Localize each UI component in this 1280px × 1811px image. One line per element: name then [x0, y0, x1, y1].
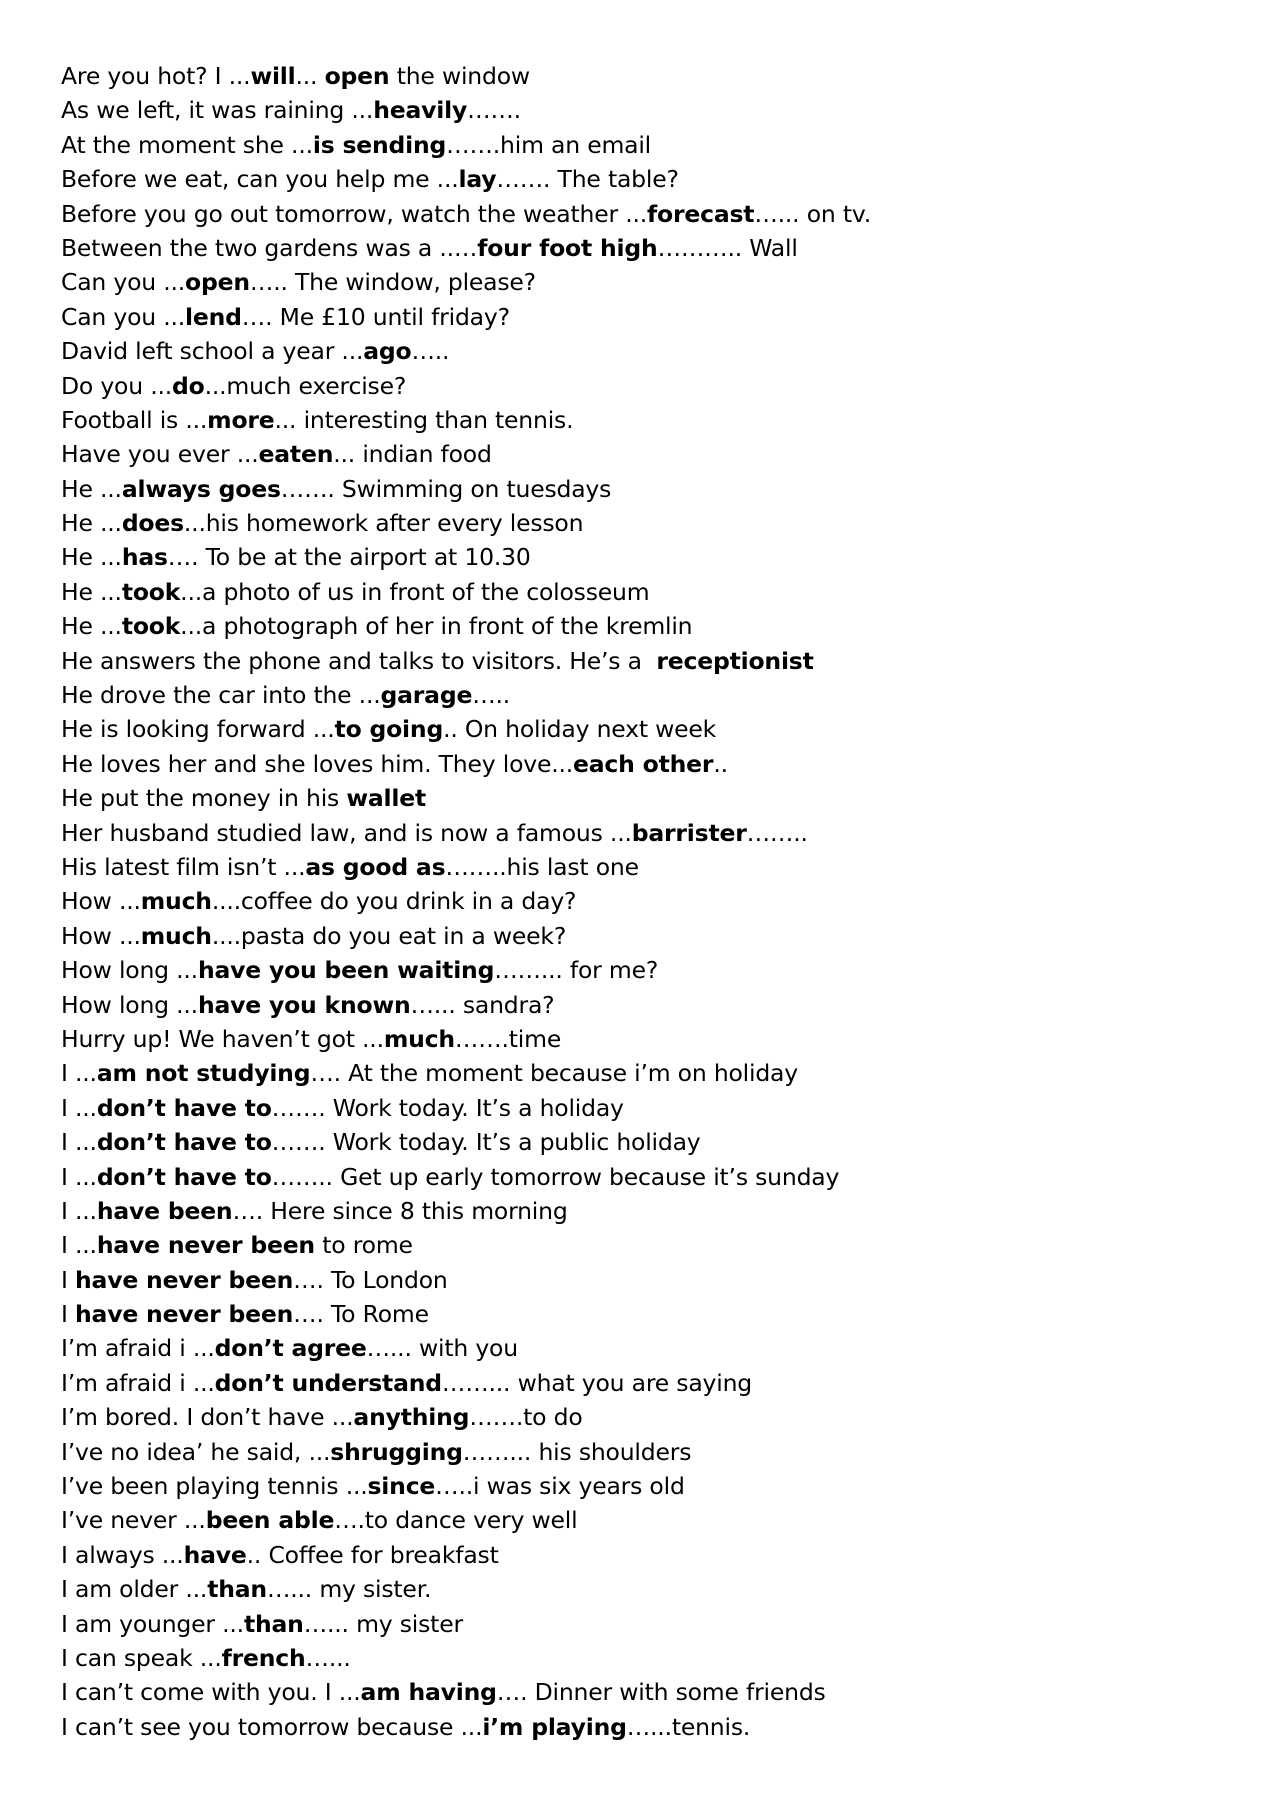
sentence-line — [61, 1607, 1221, 1641]
sentence-line — [61, 1641, 1221, 1675]
answer-text: i’m playing — [482, 1712, 627, 1741]
sentence-line — [61, 403, 1221, 437]
sentence-text: He drove the car into the ... — [61, 681, 381, 710]
sentence-text: How long ... — [61, 956, 198, 985]
sentence-text: .. On holiday next week — [443, 715, 717, 744]
sentence-text: I — [61, 1265, 76, 1294]
sentence-text: ...his homework after every lesson — [183, 509, 584, 538]
sentence-text: …... — [305, 1643, 351, 1672]
sentence-text: …. At the moment because i’m on holiday — [310, 1059, 798, 1088]
sentence-text: ... interesting than tennis. — [274, 405, 574, 434]
answer-text: took — [121, 577, 181, 606]
answer-text: has — [121, 543, 168, 572]
sentence-text: …. To London — [293, 1265, 448, 1294]
sentence-text: I can speak ... — [61, 1643, 222, 1672]
answer-text: receptionist — [656, 646, 814, 675]
sentence-text: He put the money in his — [61, 784, 347, 813]
sentence-text: …. Dinner with some friends — [496, 1678, 826, 1707]
answer-text: more — [207, 405, 275, 434]
sentence-line — [61, 850, 1221, 884]
answer-text: have you been waiting — [197, 956, 495, 985]
sentence-line — [61, 1022, 1221, 1056]
answer-text: barrister — [631, 818, 747, 847]
sentence-line — [61, 1435, 1221, 1469]
sentence-text: Do you ... — [61, 371, 173, 400]
sentence-text: He is looking forward ... — [61, 715, 335, 744]
answer-text: than — [243, 1609, 304, 1638]
sentence-text: He answers the phone and talks to visitors. He’s a — [61, 646, 657, 675]
sentence-text: ……….. Wall — [657, 233, 798, 262]
sentence-text: ……. Work today. It’s a holiday — [271, 1093, 624, 1122]
sentence-text: Before you go out tomorrow, watch the weather ... — [61, 199, 648, 228]
sentence-text: I am older ... — [61, 1575, 208, 1604]
answer-text: anything — [353, 1403, 470, 1432]
answer-text: garage — [380, 681, 473, 710]
sentence-text: …... on tv. — [754, 199, 872, 228]
sentence-text: ……... for me? — [494, 956, 659, 985]
sentence-line — [61, 1503, 1221, 1537]
sentence-line — [61, 162, 1221, 196]
sentence-text: As we left, it was raining ... — [61, 96, 374, 125]
sentence-text: …..i was six years old — [435, 1472, 685, 1501]
answer-text: don’t understand — [214, 1368, 442, 1397]
answer-text: don’t have to — [96, 1093, 272, 1122]
sentence-line — [61, 678, 1221, 712]
answer-text: have been — [96, 1196, 233, 1225]
answer-text: am having — [360, 1678, 497, 1707]
sentence-text: Before we eat, can you help me ... — [61, 165, 459, 194]
sentence-text: the window — [389, 62, 530, 90]
answer-text: lend — [185, 302, 242, 331]
sentence-line — [61, 575, 1221, 609]
answer-text: much — [140, 921, 212, 950]
sentence-text: …... with you — [366, 1334, 518, 1363]
sentence-text: …... sandra? — [410, 990, 555, 1019]
sentence-line — [61, 884, 1221, 918]
sentence-text: I ... — [61, 1093, 97, 1122]
answer-text: do — [172, 371, 205, 400]
answer-text: four foot high — [477, 233, 658, 262]
sentence-list — [61, 59, 1221, 1744]
answer-text: open — [324, 62, 390, 90]
sentence-text: …….time — [454, 1024, 562, 1053]
sentence-text: ……... his shoulders — [462, 1437, 692, 1466]
sentence-text: He ... — [61, 543, 122, 572]
sentence-line — [61, 437, 1221, 471]
sentence-text: Can you ... — [61, 302, 186, 331]
sentence-text: How ... — [61, 921, 141, 950]
sentence-line — [61, 265, 1221, 299]
sentence-line — [61, 334, 1221, 368]
answer-text: am not studying — [96, 1059, 311, 1088]
sentence-text: ... indian food — [333, 440, 492, 469]
sentence-line — [61, 93, 1221, 127]
sentence-line — [61, 128, 1221, 162]
sentence-text: I’m afraid i ... — [61, 1368, 215, 1397]
sentence-line — [61, 816, 1221, 850]
sentence-text: Are you hot? I ... — [61, 62, 251, 90]
sentence-text: Between the two gardens was a ..… — [61, 233, 478, 262]
answer-text: to going — [334, 715, 444, 744]
answer-text: have never been — [75, 1265, 294, 1294]
answer-text: wallet — [346, 784, 427, 813]
answer-text: much — [140, 887, 212, 916]
sentence-line — [61, 988, 1221, 1022]
sentence-text: ...a photograph of her in front of the kremlin — [180, 612, 693, 641]
answer-text: have — [183, 1540, 247, 1569]
answer-text: shrugging — [330, 1437, 463, 1466]
answer-text: don’t agree — [214, 1334, 367, 1363]
sentence-line — [61, 1228, 1221, 1262]
sentence-text: I — [61, 1300, 76, 1329]
sentence-text: ….to dance very well — [334, 1506, 578, 1535]
answer-text: as good as — [305, 852, 446, 881]
sentence-text: …….him an email — [446, 130, 652, 159]
sentence-text: ……. — [467, 96, 521, 125]
sentence-line — [61, 1572, 1221, 1606]
sentence-line — [61, 1297, 1221, 1331]
sentence-text: ……. The table? — [496, 165, 679, 194]
sentence-line — [61, 1160, 1221, 1194]
answer-text: does — [121, 509, 184, 538]
sentence-text: …...tennis. — [626, 1712, 751, 1741]
sentence-text: Hurry up! We haven’t got ... — [61, 1024, 384, 1053]
sentence-text: How ... — [61, 887, 141, 916]
answer-text: have never been — [75, 1300, 294, 1329]
answer-text: french — [221, 1643, 306, 1672]
sentence-text: He ... — [61, 474, 122, 503]
sentence-text: .. — [713, 749, 728, 778]
sentence-line — [61, 919, 1221, 953]
sentence-line — [61, 1091, 1221, 1125]
sentence-line — [61, 472, 1221, 506]
sentence-text: ….. — [472, 681, 511, 710]
sentence-text: …….to do — [469, 1403, 583, 1432]
sentence-line — [61, 1056, 1221, 1090]
answer-text: eaten — [258, 440, 334, 469]
sentence-text: …... my sister. — [266, 1575, 432, 1604]
sentence-line — [61, 1194, 1221, 1228]
answer-text: since — [367, 1472, 436, 1501]
sentence-line — [61, 1331, 1221, 1365]
sentence-text: Football is ... — [61, 405, 208, 434]
sentence-text: I’ve never ... — [61, 1506, 206, 1535]
answer-text: forecast — [647, 199, 755, 228]
sentence-text: He ... — [61, 577, 122, 606]
answer-text: lay — [458, 165, 497, 194]
sentence-text: He ... — [61, 509, 122, 538]
sentence-text: I always ... — [61, 1540, 184, 1569]
sentence-line — [61, 712, 1221, 746]
sentence-line — [61, 1366, 1221, 1400]
sentence-text: Her husband studied law, and is now a famous ... — [61, 818, 632, 847]
sentence-text: …. To be at the airport at 10.30 — [167, 543, 531, 572]
sentence-line — [61, 540, 1221, 574]
sentence-text: ….. — [411, 337, 450, 366]
sentence-text: I ... — [61, 1128, 97, 1157]
sentence-line — [61, 1263, 1221, 1297]
sentence-line — [61, 300, 1221, 334]
sentence-text: ……. Work today. It’s a public holiday — [271, 1128, 701, 1157]
sentence-text: I’m afraid i ... — [61, 1334, 215, 1363]
answer-text: always goes — [121, 474, 281, 503]
sentence-text: ….. The window, please? — [249, 268, 536, 297]
sentence-text: I ... — [61, 1059, 97, 1088]
sentence-line — [61, 1710, 1221, 1744]
sentence-line — [61, 231, 1221, 265]
answer-text: heavily — [373, 96, 468, 125]
sentence-line — [61, 197, 1221, 231]
answer-text: than — [207, 1575, 267, 1604]
sentence-text: ……. Swimming on tuesdays — [280, 474, 612, 503]
sentence-text: I’ve no idea’ he said, ... — [61, 1437, 331, 1466]
sentence-line — [61, 781, 1221, 815]
sentence-text: Can you ... — [61, 268, 186, 297]
sentence-text: His latest film isn’t ... — [61, 852, 306, 881]
answer-text: don’t have to — [96, 1162, 272, 1191]
sentence-text: At the moment she ... — [61, 130, 313, 159]
sentence-line — [61, 1125, 1221, 1159]
answer-text: took — [121, 612, 181, 641]
sentence-text: I’m bored. I don’t have ... — [61, 1403, 354, 1432]
sentence-text: …….. Get up early tomorrow because it’s sunday — [271, 1162, 840, 1191]
answer-text: is sending — [312, 130, 447, 159]
sentence-text: David left school a year ... — [61, 337, 364, 366]
sentence-text: .. Coffee for breakfast — [246, 1540, 499, 1569]
sentence-text: I ... — [61, 1231, 97, 1260]
sentence-text: Have you ever ... — [61, 440, 259, 469]
sentence-line — [61, 1675, 1221, 1709]
answer-text: been able — [205, 1506, 335, 1535]
sentence-text: I can’t see you tomorrow because ... — [61, 1712, 483, 1741]
sentence-line — [61, 59, 1221, 93]
sentence-text: ....coffee do you drink in a day? — [211, 887, 577, 916]
sentence-text: ……..his last one — [445, 852, 639, 881]
sentence-text: ....pasta do you eat in a week? — [211, 921, 567, 950]
sentence-text: He loves her and she loves him. They love... — [61, 749, 574, 778]
sentence-line — [61, 1469, 1221, 1503]
answer-text: open — [185, 268, 250, 297]
sentence-line — [61, 953, 1221, 987]
sentence-text: ……... what you are saying — [441, 1368, 752, 1397]
sentence-line — [61, 1538, 1221, 1572]
sentence-text: I ... — [61, 1196, 97, 1225]
sentence-line — [61, 1400, 1221, 1434]
sentence-text: ... — [295, 62, 325, 90]
sentence-text: I’ve been playing tennis ... — [61, 1472, 368, 1501]
sentence-text: …... my sister — [303, 1609, 463, 1638]
sentence-text: ...much exercise? — [204, 371, 407, 400]
sentence-line — [61, 644, 1221, 678]
sentence-line — [61, 609, 1221, 643]
answer-text: don’t have to — [96, 1128, 272, 1157]
sentence-text: to rome — [314, 1231, 413, 1260]
sentence-text: …. Me £10 until friday? — [241, 302, 510, 331]
sentence-text: I can’t come with you. I ... — [61, 1678, 361, 1707]
sentence-text: …. Here since 8 this morning — [232, 1196, 568, 1225]
sentence-text: …….. — [746, 818, 808, 847]
sentence-text: ...a photo of us in front of the colosseum — [180, 577, 650, 606]
sentence-text: He ... — [61, 612, 122, 641]
sentence-text: …. To Rome — [293, 1300, 429, 1329]
answer-text: have you known — [197, 990, 411, 1019]
sentence-text: How long ... — [61, 990, 198, 1019]
answer-text: will — [250, 62, 296, 90]
answer-text: have never been — [96, 1231, 315, 1260]
sentence-line — [61, 747, 1221, 781]
sentence-text: I am younger ... — [61, 1609, 244, 1638]
answer-text: each other — [573, 749, 714, 778]
sentence-text: I ... — [61, 1162, 97, 1191]
sentence-line — [61, 369, 1221, 403]
sentence-line — [61, 506, 1221, 540]
answer-text: ago — [363, 337, 412, 366]
answer-text: much — [383, 1024, 455, 1053]
